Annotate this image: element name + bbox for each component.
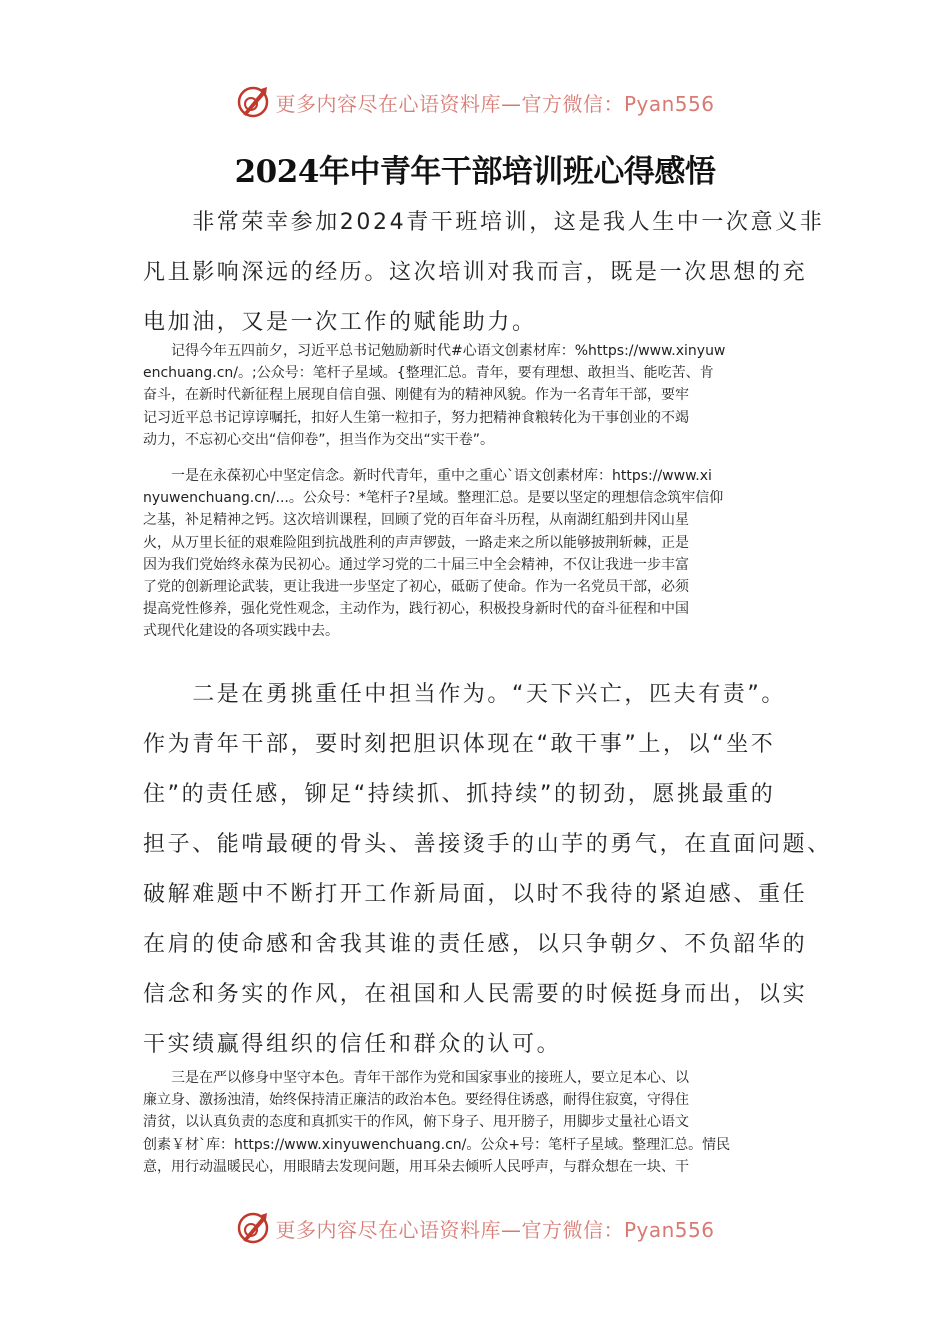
document-title: 2024年中青年干部培训班心得感悟 bbox=[234, 154, 716, 190]
text-line: 在肩的使命感和舍我其谁的责任感，以只争朝夕、不负韶华的 bbox=[143, 932, 808, 957]
text-line: 清贫，以认真负责的态度和真抓实干的作风，俯下身子、甩开膀子，用脚步丈量社心语文 bbox=[143, 1114, 689, 1131]
text-line: 记得今年五四前夕，习近平总书记勉励新时代#心语文创素材库：%https://www.xinyuw bbox=[143, 343, 726, 359]
pen-logo-icon bbox=[235, 84, 271, 120]
text-line: 提高党性修养，强化党性观念，主动作为，践行初心，积极投身新时代的奋斗征程和中国 bbox=[143, 601, 689, 618]
pen-logo-icon bbox=[235, 1210, 271, 1246]
banner-text: 更多内容尽在心语资料库—官方微信：Pyan556 bbox=[275, 91, 715, 116]
banner-text: 更多内容尽在心语资料库—官方微信：Pyan556 bbox=[275, 1217, 715, 1242]
text-line: 了党的创新理论武装，更让我进一步坚定了初心，砥砺了使命。作为一名党员干部，必须 bbox=[143, 578, 689, 595]
text-line: 干实绩赢得组织的信任和群众的认可。 bbox=[143, 1032, 562, 1057]
footer-banner bbox=[0, 1208, 950, 1248]
text-line: 三是在严以修身中坚守本色。青年干部作为党和国家事业的接班人，要立足本心、以 bbox=[143, 1070, 689, 1086]
text-line: 之基，补足精神之钙。这次培训课程，回顾了党的百年奋斗历程，从南湖红船到井冈山星 bbox=[143, 512, 689, 529]
text-line: 住”的责任感，铆足“持续抓、抓持续”的韧劲，愿挑最重的 bbox=[143, 782, 776, 807]
text-line: enchuang.cn/。;公众号：笔杆子星域。{整理汇总。青年，要有理想、敢担当、能吃苦、肯 bbox=[143, 365, 714, 382]
text-line: 廉立身、激扬浊清，始终保持清正廉洁的政治本色。要经得住诱惑，耐得住寂寞，守得住 bbox=[143, 1092, 689, 1109]
paragraph-point-one bbox=[143, 465, 823, 643]
text-line: 电加油，又是一次工作的赋能助力。 bbox=[143, 310, 537, 335]
text-line: 记习近平总书记谆谆嘱托，扣好人生第一粒扣子，努力把精神食粮转化为干事创业的不竭 bbox=[143, 409, 689, 426]
text-line: 一是在永葆初心中坚定信念。新时代青年，重中之重心`语文创素材库：https://www.xi bbox=[143, 468, 712, 484]
text-line: 式现代化建设的各项实践中去。 bbox=[143, 623, 339, 640]
paragraph-point-two bbox=[143, 670, 832, 1070]
paragraph-intro bbox=[143, 198, 823, 348]
text-line: 二是在勇挑重任中担当作为。“天下兴亡，匹夫有责”。 bbox=[143, 682, 786, 707]
text-line: 火，从万里长征的艰难险阻到抗战胜利的声声锣鼓，一路走来之所以能够披荆斩棘，正是 bbox=[143, 534, 689, 551]
paragraph-point-three bbox=[143, 1067, 823, 1178]
text-line: nyuwenchuang.cn/...。公众号：*笔杆子?星域。整理汇总。是要以坚定的理想信念筑牢信仰 bbox=[143, 490, 724, 507]
text-line: 奋斗，在新时代新征程上展现自信自强、刚健有为的精神风貌。作为一名青年干部，要牢 bbox=[143, 387, 689, 404]
text-line: 信念和务实的作风，在祖国和人民需要的时候挺身而出，以实 bbox=[143, 982, 808, 1007]
header-banner bbox=[0, 82, 950, 122]
text-line: 意，用行动温暖民心，用眼睛去发现问题，用耳朵去倾听人民呼声，与群众想在一块、干 bbox=[143, 1158, 689, 1175]
text-line: 非常荣幸参加2024青干班培训，这是我人生中一次意义非 bbox=[143, 210, 825, 235]
paragraph-wusi bbox=[143, 340, 823, 451]
text-line: 创素￥材`库：https://www.xinyuwenchuang.cn/。公众+号：笔杆子星域。整理汇总。情民 bbox=[143, 1136, 731, 1153]
text-line: 凡且影响深远的经历。这次培训对我而言，既是一次思想的充 bbox=[143, 260, 808, 285]
text-line: 担子、能啃最硬的骨头、善接烫手的山芋的勇气，在直面问题、 bbox=[143, 832, 832, 857]
text-line: 作为青年干部，要时刻把胆识体现在“敢干事”上，以“坐不 bbox=[143, 732, 776, 757]
text-line: 因为我们党始终永葆为民初心。通过学习党的二十届三中全会精神，不仅让我进一步丰富 bbox=[143, 556, 689, 573]
text-line: 破解难题中不断打开工作新局面，以时不我待的紧迫感、重任 bbox=[143, 882, 808, 907]
text-line: 动力，不忘初心交出“信仰卷”，担当作为交出“实干卷”。 bbox=[143, 431, 495, 448]
